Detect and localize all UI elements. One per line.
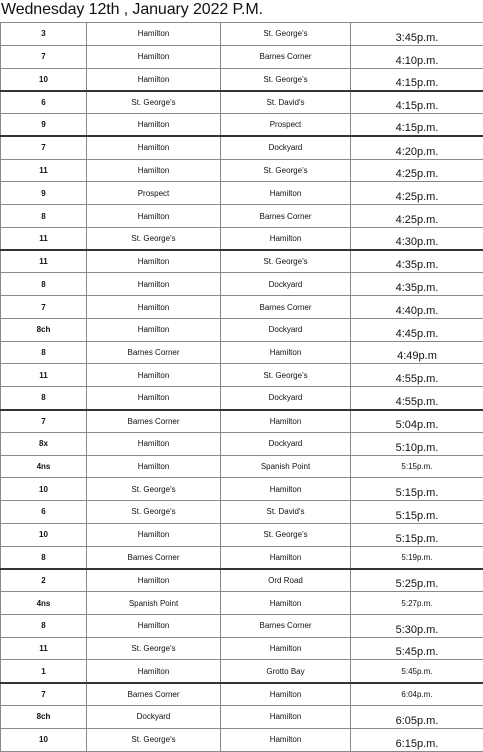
departure-time-cell: 4:55p.m. — [351, 364, 483, 387]
origin-cell: St. George's — [87, 227, 221, 250]
schedule-row — [1, 114, 483, 137]
departure-time-cell: 4:30p.m. — [351, 227, 483, 250]
route-cell: 8 — [1, 387, 87, 410]
origin-cell: Hamilton — [87, 614, 221, 637]
departure-time-cell: 4:35p.m. — [351, 273, 483, 296]
schedule-row — [1, 159, 483, 182]
route-cell: 11 — [1, 159, 87, 182]
destination-cell: Dockyard — [221, 318, 351, 341]
schedule-body — [1, 23, 483, 752]
schedule-row — [1, 250, 483, 273]
origin-cell: St. George's — [87, 91, 221, 114]
destination-cell: St. George's — [221, 23, 351, 46]
origin-cell: Hamilton — [87, 569, 221, 592]
destination-cell: Hamilton — [221, 592, 351, 615]
destination-cell: Barnes Corner — [221, 614, 351, 637]
bus-schedule-table — [0, 22, 483, 752]
departure-time-cell: 6:04p.m. — [351, 683, 483, 706]
departure-time-cell: 5:25p.m. — [351, 569, 483, 592]
origin-cell: Hamilton — [87, 387, 221, 410]
route-cell: 7 — [1, 683, 87, 706]
destination-cell: Dockyard — [221, 432, 351, 455]
schedule-row — [1, 478, 483, 501]
schedule-row — [1, 432, 483, 455]
origin-cell: Hamilton — [87, 523, 221, 546]
destination-cell: Hamilton — [221, 478, 351, 501]
route-cell: 7 — [1, 136, 87, 159]
destination-cell: St. George's — [221, 523, 351, 546]
departure-time-cell: 4:15p.m. — [351, 91, 483, 114]
schedule-row — [1, 660, 483, 683]
route-cell: 10 — [1, 478, 87, 501]
origin-cell: St. George's — [87, 501, 221, 524]
route-cell: 8 — [1, 614, 87, 637]
schedule-row — [1, 182, 483, 205]
destination-cell: Grotto Bay — [221, 660, 351, 683]
route-cell: 7 — [1, 296, 87, 319]
destination-cell: Hamilton — [221, 637, 351, 660]
origin-cell: St. George's — [87, 728, 221, 751]
schedule-row — [1, 136, 483, 159]
origin-cell: St. George's — [87, 478, 221, 501]
origin-cell: Hamilton — [87, 159, 221, 182]
route-cell: 9 — [1, 114, 87, 137]
departure-time-cell: 5:30p.m. — [351, 614, 483, 637]
route-cell: 8ch — [1, 318, 87, 341]
schedule-row — [1, 410, 483, 433]
destination-cell: Spanish Point — [221, 455, 351, 478]
route-cell: 8 — [1, 273, 87, 296]
origin-cell: St. George's — [87, 637, 221, 660]
destination-cell: Dockyard — [221, 387, 351, 410]
origin-cell: Hamilton — [87, 45, 221, 68]
origin-cell: Prospect — [87, 182, 221, 205]
schedule-row — [1, 91, 483, 114]
schedule-row — [1, 728, 483, 751]
origin-cell: Hamilton — [87, 250, 221, 273]
origin-cell: Barnes Corner — [87, 683, 221, 706]
origin-cell: Hamilton — [87, 136, 221, 159]
page-title: Wednesday 12th , January 2022 P.M. — [0, 0, 483, 22]
schedule-row — [1, 318, 483, 341]
schedule-row — [1, 296, 483, 319]
destination-cell: Barnes Corner — [221, 205, 351, 228]
route-cell: 8 — [1, 205, 87, 228]
origin-cell: Barnes Corner — [87, 341, 221, 364]
departure-time-cell: 4:55p.m. — [351, 387, 483, 410]
origin-cell: Barnes Corner — [87, 410, 221, 433]
schedule-row — [1, 614, 483, 637]
departure-time-cell: 5:19p.m. — [351, 546, 483, 569]
departure-time-cell: 5:45p.m. — [351, 660, 483, 683]
destination-cell: Hamilton — [221, 227, 351, 250]
route-cell: 8ch — [1, 705, 87, 728]
departure-time-cell: 5:15p.m. — [351, 523, 483, 546]
destination-cell: Ord Road — [221, 569, 351, 592]
departure-time-cell: 5:27p.m. — [351, 592, 483, 615]
departure-time-cell: 6:05p.m. — [351, 705, 483, 728]
destination-cell: Hamilton — [221, 705, 351, 728]
schedule-row — [1, 68, 483, 91]
route-cell: 11 — [1, 637, 87, 660]
route-cell: 10 — [1, 728, 87, 751]
destination-cell: Hamilton — [221, 182, 351, 205]
departure-time-cell: 4:49p.m — [351, 341, 483, 364]
route-cell: 4ns — [1, 455, 87, 478]
schedule-row — [1, 501, 483, 524]
destination-cell: Hamilton — [221, 683, 351, 706]
schedule-row — [1, 273, 483, 296]
departure-time-cell: 6:15p.m. — [351, 728, 483, 751]
route-cell: 2 — [1, 569, 87, 592]
schedule-row — [1, 569, 483, 592]
route-cell: 1 — [1, 660, 87, 683]
route-cell: 3 — [1, 23, 87, 46]
schedule-row — [1, 523, 483, 546]
destination-cell: St. George's — [221, 159, 351, 182]
origin-cell: Hamilton — [87, 296, 221, 319]
destination-cell: Barnes Corner — [221, 45, 351, 68]
departure-time-cell: 4:40p.m. — [351, 296, 483, 319]
destination-cell: St. David's — [221, 91, 351, 114]
destination-cell: St. George's — [221, 68, 351, 91]
route-cell: 11 — [1, 250, 87, 273]
route-cell: 11 — [1, 364, 87, 387]
schedule-row — [1, 23, 483, 46]
origin-cell: Hamilton — [87, 455, 221, 478]
origin-cell: Hamilton — [87, 68, 221, 91]
route-cell: 4ns — [1, 592, 87, 615]
origin-cell: Hamilton — [87, 273, 221, 296]
origin-cell: Barnes Corner — [87, 546, 221, 569]
destination-cell: Prospect — [221, 114, 351, 137]
route-cell: 10 — [1, 68, 87, 91]
destination-cell: St. David's — [221, 501, 351, 524]
schedule-row — [1, 227, 483, 250]
departure-time-cell: 4:15p.m. — [351, 68, 483, 91]
origin-cell: Hamilton — [87, 205, 221, 228]
schedule-row — [1, 341, 483, 364]
destination-cell: Dockyard — [221, 136, 351, 159]
departure-time-cell: 3:45p.m. — [351, 23, 483, 46]
departure-time-cell: 4:10p.m. — [351, 45, 483, 68]
schedule-row — [1, 683, 483, 706]
destination-cell: Hamilton — [221, 728, 351, 751]
destination-cell: Hamilton — [221, 546, 351, 569]
origin-cell: Dockyard — [87, 705, 221, 728]
destination-cell: Dockyard — [221, 273, 351, 296]
destination-cell: Barnes Corner — [221, 296, 351, 319]
departure-time-cell: 5:45p.m. — [351, 637, 483, 660]
schedule-row — [1, 705, 483, 728]
departure-time-cell: 4:45p.m. — [351, 318, 483, 341]
route-cell: 8x — [1, 432, 87, 455]
origin-cell: Hamilton — [87, 660, 221, 683]
departure-time-cell: 5:15p.m. — [351, 455, 483, 478]
origin-cell: Hamilton — [87, 23, 221, 46]
schedule-row — [1, 637, 483, 660]
origin-cell: Hamilton — [87, 114, 221, 137]
origin-cell: Hamilton — [87, 432, 221, 455]
route-cell: 8 — [1, 341, 87, 364]
schedule-row — [1, 387, 483, 410]
schedule-row — [1, 205, 483, 228]
destination-cell: Hamilton — [221, 410, 351, 433]
route-cell: 6 — [1, 501, 87, 524]
schedule-row — [1, 364, 483, 387]
schedule-row — [1, 546, 483, 569]
origin-cell: Spanish Point — [87, 592, 221, 615]
route-cell: 10 — [1, 523, 87, 546]
route-cell: 7 — [1, 410, 87, 433]
schedule-row — [1, 592, 483, 615]
destination-cell: St. George's — [221, 364, 351, 387]
departure-time-cell: 4:15p.m. — [351, 114, 483, 137]
departure-time-cell: 4:25p.m. — [351, 182, 483, 205]
departure-time-cell: 5:15p.m. — [351, 501, 483, 524]
route-cell: 11 — [1, 227, 87, 250]
schedule-row — [1, 455, 483, 478]
departure-time-cell: 4:25p.m. — [351, 159, 483, 182]
route-cell: 8 — [1, 546, 87, 569]
departure-time-cell: 5:15p.m. — [351, 478, 483, 501]
departure-time-cell: 5:04p.m. — [351, 410, 483, 433]
schedule-row — [1, 45, 483, 68]
destination-cell: Hamilton — [221, 341, 351, 364]
route-cell: 6 — [1, 91, 87, 114]
origin-cell: Hamilton — [87, 318, 221, 341]
departure-time-cell: 4:35p.m. — [351, 250, 483, 273]
route-cell: 7 — [1, 45, 87, 68]
destination-cell: St. George's — [221, 250, 351, 273]
route-cell: 9 — [1, 182, 87, 205]
departure-time-cell: 5:10p.m. — [351, 432, 483, 455]
departure-time-cell: 4:25p.m. — [351, 205, 483, 228]
origin-cell: Hamilton — [87, 364, 221, 387]
departure-time-cell: 4:20p.m. — [351, 136, 483, 159]
